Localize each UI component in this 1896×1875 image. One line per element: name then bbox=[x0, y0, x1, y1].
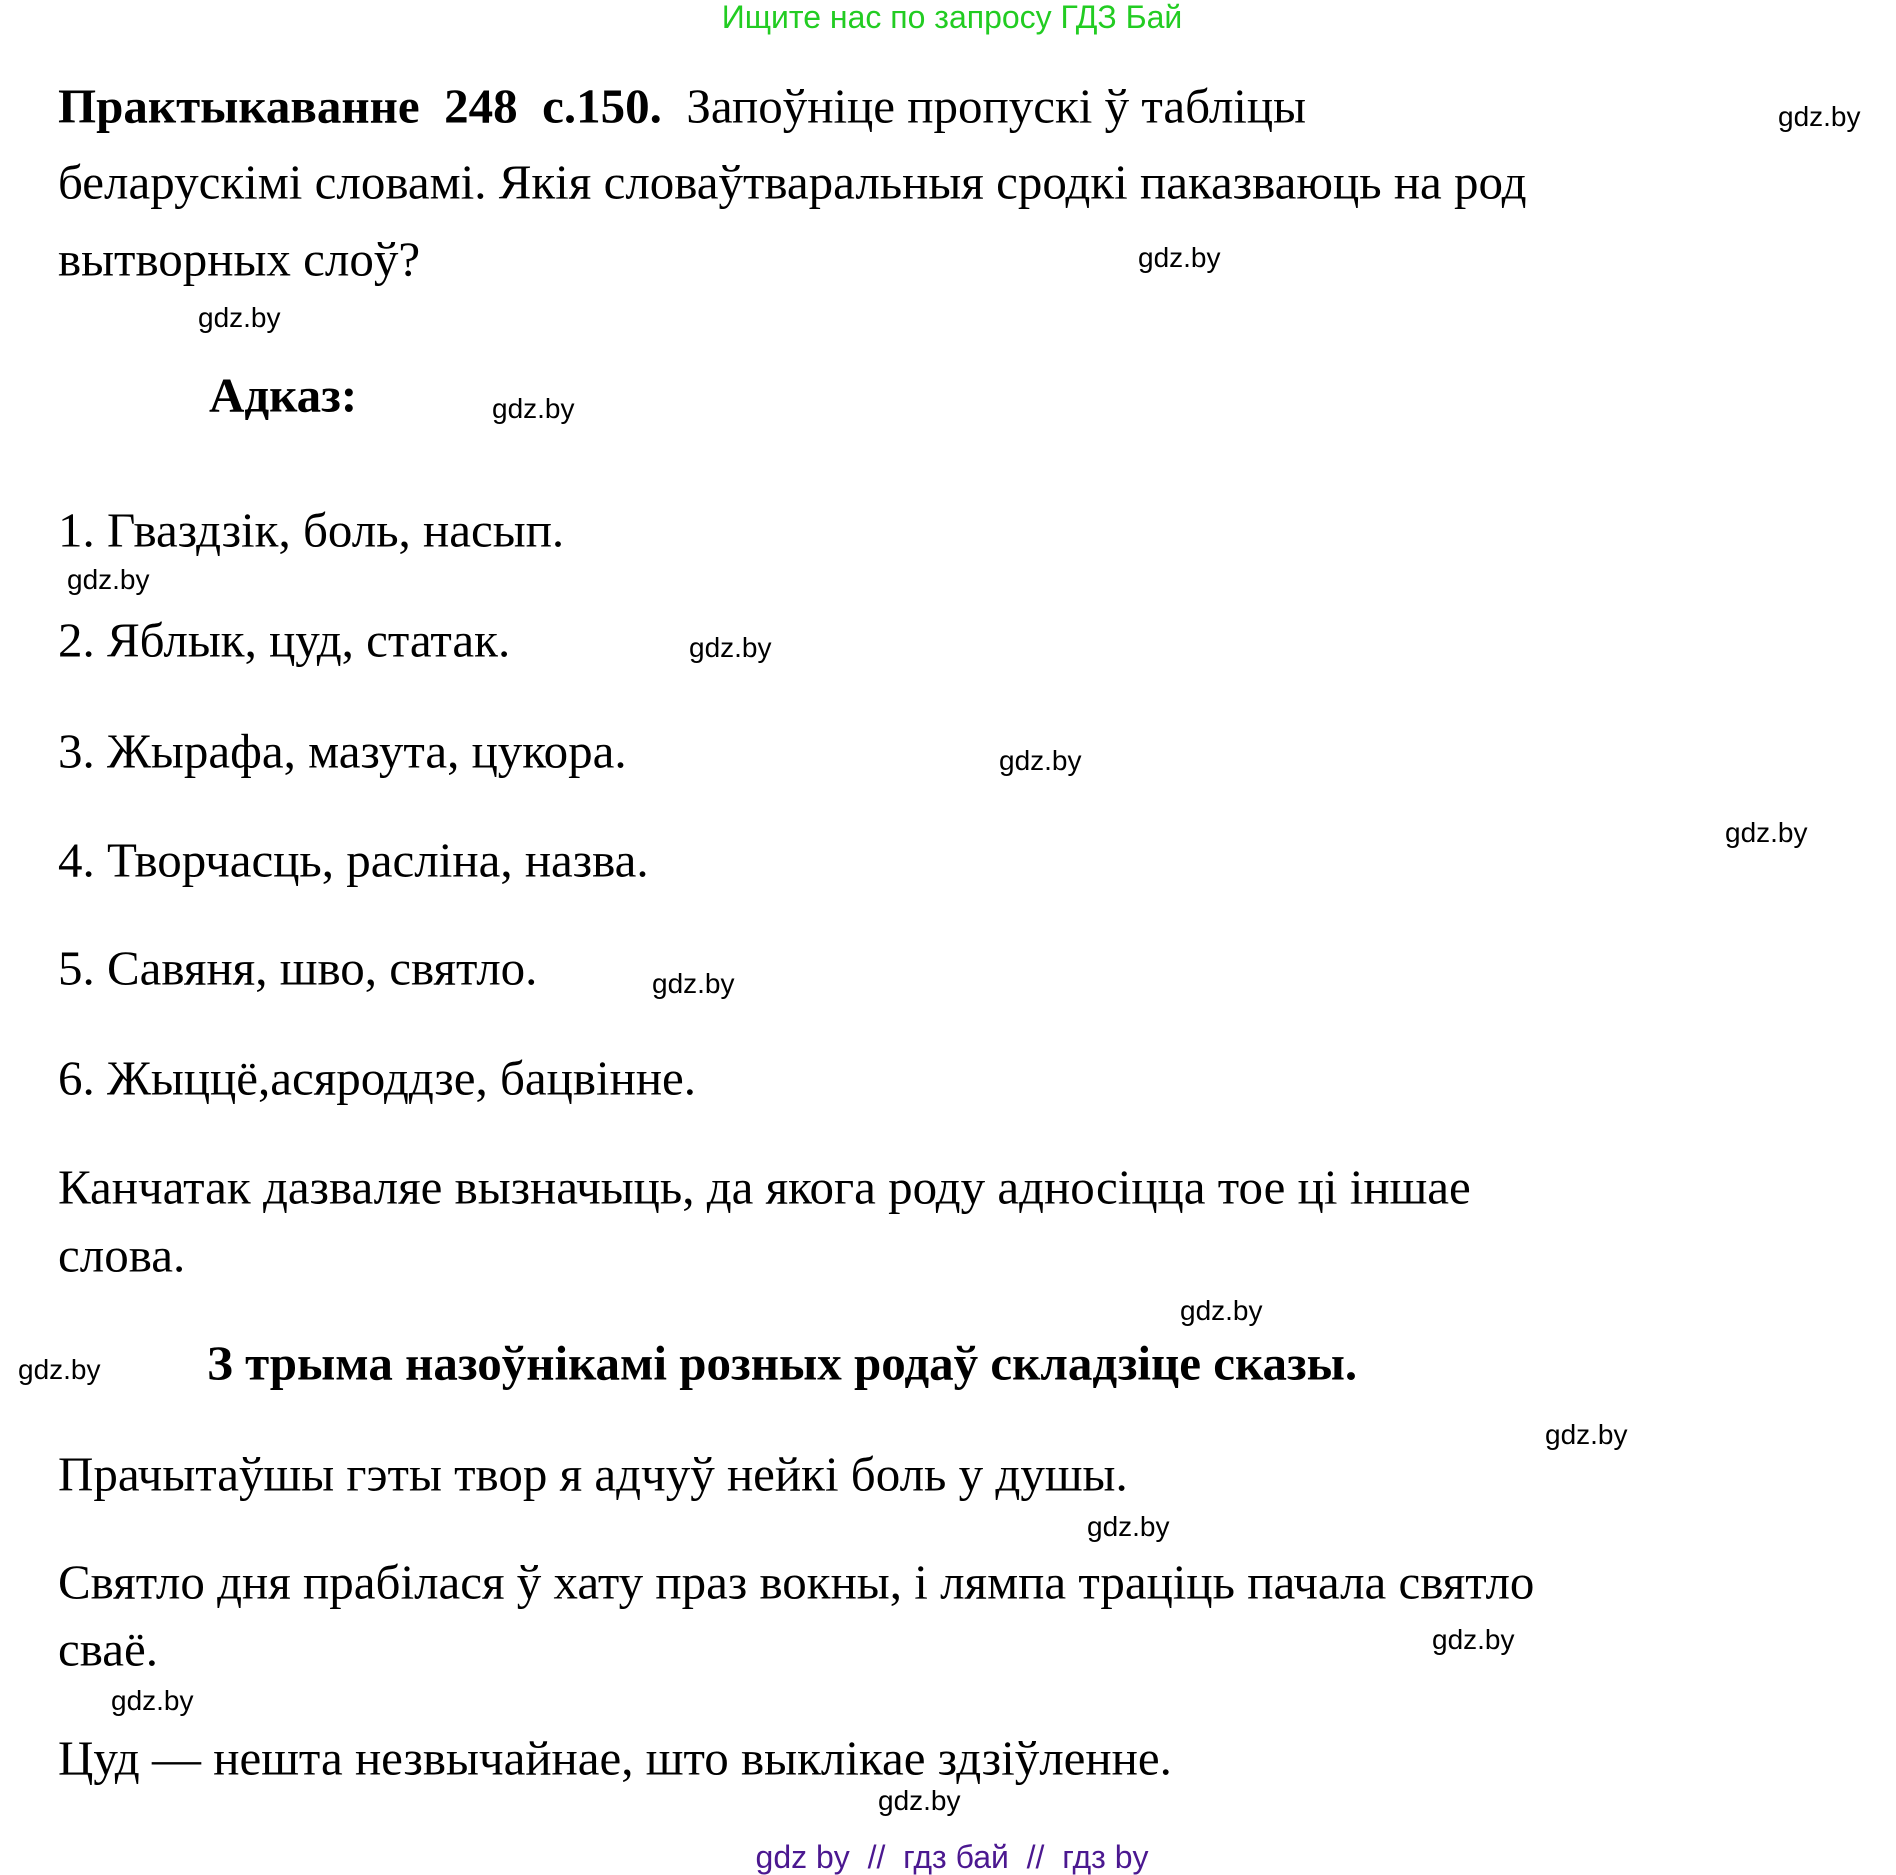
footer-links[interactable]: gdz by // гдз бай // гдз by bbox=[755, 1839, 1149, 1875]
sentence: Цуд — нешта незвычайнае, што выклікае здзіўленне. bbox=[58, 1730, 1172, 1786]
watermark: gdz.by bbox=[492, 393, 575, 424]
watermark: gdz.by bbox=[999, 745, 1082, 776]
task-title bbox=[58, 78, 1307, 134]
list-item: 5. Савяня, шво, святло. bbox=[58, 940, 538, 996]
watermark: gdz.by bbox=[652, 968, 735, 999]
watermark: gdz.by bbox=[1778, 101, 1861, 132]
sentence: Прачытаўшы гэты твор я адчуў нейкі боль у душы. bbox=[58, 1446, 1128, 1502]
task-text-3: вытворных слоў? bbox=[58, 231, 421, 287]
conclusion-line: Канчатак дазваляе вызначыць, да якога роду адносіцца тое ці іншае bbox=[58, 1159, 1471, 1215]
watermark: gdz.by bbox=[689, 632, 772, 663]
watermark: gdz.by bbox=[1087, 1511, 1170, 1542]
list-item: 1. Гваздзік, боль, насып. bbox=[58, 502, 565, 558]
watermark: gdz.by bbox=[18, 1354, 101, 1385]
list-item: 2. Яблык, цуд, статак. bbox=[58, 612, 511, 668]
sentence: Святло дня прабілася ў хату праз вокны, і лямпа траціць пачала святло bbox=[58, 1554, 1535, 1610]
watermark: gdz.by bbox=[1545, 1419, 1628, 1450]
watermark: gdz.by bbox=[198, 302, 281, 333]
list-item: 6. Жыццё,асяроддзе, бацвінне. bbox=[58, 1050, 697, 1106]
watermark: gdz.by bbox=[67, 564, 150, 595]
watermark: gdz.by bbox=[1138, 242, 1221, 273]
list-item: 4. Творчасць, расліна, назва. bbox=[58, 832, 649, 888]
task-number: Практыкаванне 248 с.150. bbox=[58, 78, 662, 134]
sentence: сваё. bbox=[58, 1621, 158, 1677]
task-text-1: Запоўніце пропускі ў табліцы bbox=[686, 78, 1307, 134]
watermark: gdz.by bbox=[1180, 1295, 1263, 1326]
search-hint-link[interactable]: Ищите нас по запросу ГДЗ Бай bbox=[721, 0, 1183, 35]
answer-label: Адказ: bbox=[209, 367, 358, 423]
task2-heading: З трыма назоўнікамі розных родаў складзіце сказы. bbox=[207, 1335, 1358, 1391]
watermark: gdz.by bbox=[1432, 1624, 1515, 1655]
watermark: gdz.by bbox=[878, 1785, 961, 1816]
watermark: gdz.by bbox=[1725, 817, 1808, 848]
conclusion-line: слова. bbox=[58, 1227, 186, 1283]
list-item: 3. Жырафа, мазута, цукора. bbox=[58, 723, 627, 779]
task-text-2: беларускімі словамі. Якія словаўтваральныя сродкі паказваюць на род bbox=[58, 154, 1527, 210]
watermark: gdz.by bbox=[111, 1685, 194, 1716]
